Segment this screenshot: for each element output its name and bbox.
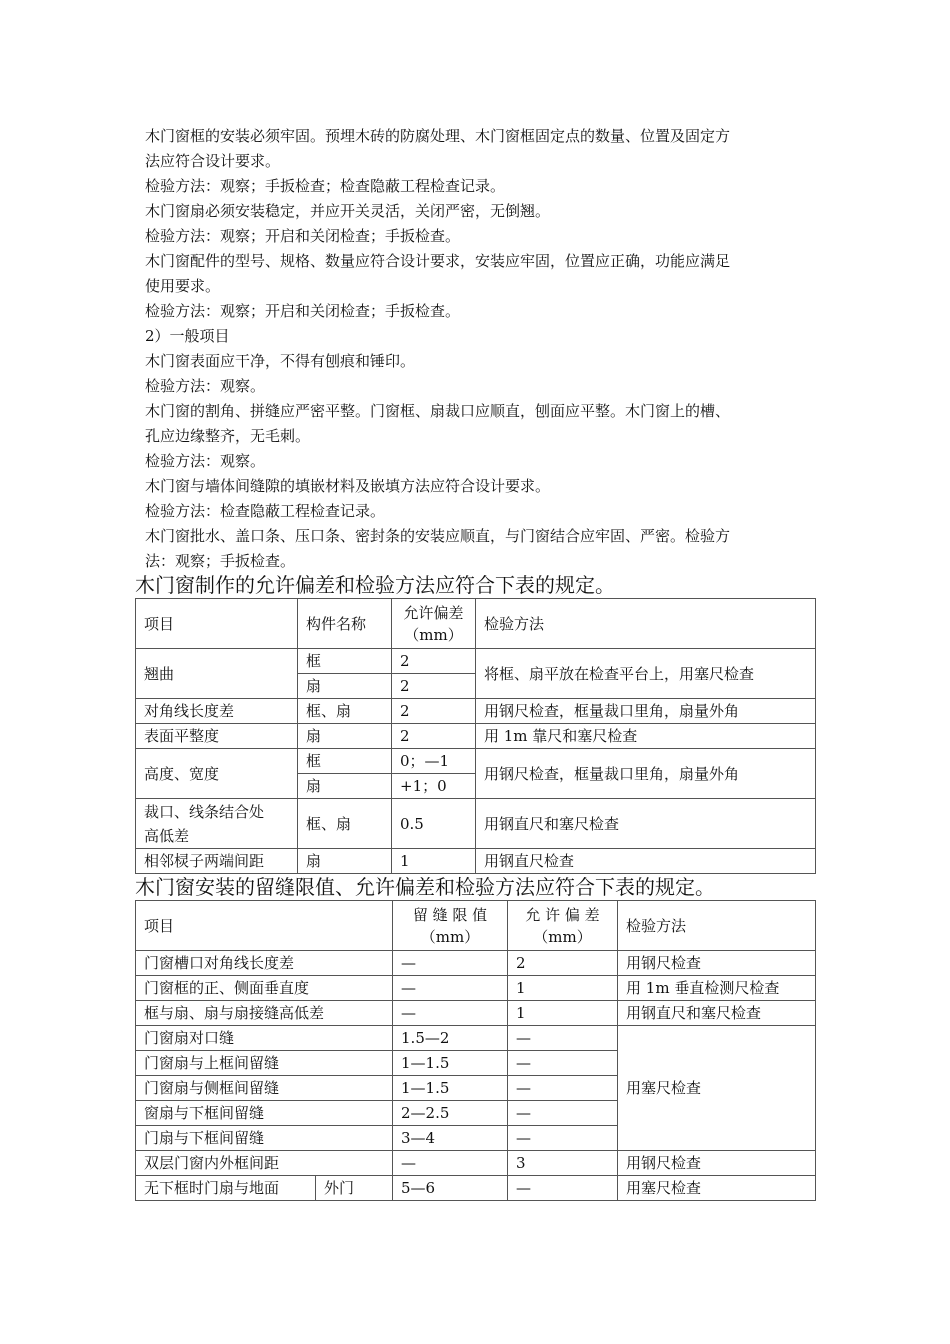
item-cell: 窗扇与下框间留缝: [136, 1101, 393, 1126]
deviation-cell: —: [508, 1051, 618, 1076]
header-cell: 检验方法: [476, 599, 816, 649]
part-cell: 框: [298, 649, 392, 674]
item-cell: 对角线长度差: [136, 699, 298, 724]
method-cell: 用 1m 靠尺和塞尺检查: [476, 724, 816, 749]
method-cell: 用钢尺检查，框量裁口里角，扇量外角: [476, 699, 816, 724]
method-cell: 用 1m 垂直检测尺检查: [618, 976, 816, 1001]
gap-cell: 5—6: [393, 1176, 508, 1201]
method-cell: 用塞尺检查: [618, 1176, 816, 1201]
table-row: [136, 1001, 816, 1026]
gap-cell: —: [393, 951, 508, 976]
value-cell: 2: [392, 649, 476, 674]
item-cell: 门窗槽口对角线长度差: [136, 951, 393, 976]
table-row: [136, 724, 816, 749]
item-cell: 门扇与下框间留缝: [136, 1126, 393, 1151]
method-cell: 用塞尺检查: [618, 1026, 816, 1151]
paragraph-line: 检验方法：观察；开启和关闭检查；手扳检查。: [145, 302, 461, 320]
table-row: [136, 699, 816, 724]
sub-item-cell: 外门: [316, 1176, 393, 1201]
table-row: [136, 976, 816, 1001]
item-text: 高低差: [144, 826, 190, 845]
item-cell: 门窗扇与侧框间留缝: [136, 1076, 393, 1101]
part-cell: 框: [298, 749, 392, 774]
method-cell: 将框、扇平放在检查平台上，用塞尺检查: [476, 649, 816, 699]
method-cell: 用钢尺检查: [618, 951, 816, 976]
header-cell: [392, 599, 476, 649]
item-cell: 表面平整度: [136, 724, 298, 749]
paragraph-line: 木门窗的割角、拼缝应严密平整。门窗框、扇裁口应顺直，刨面应平整。木门窗上的槽、: [145, 402, 731, 420]
paragraph-line: 检验方法：观察。: [145, 452, 266, 470]
part-cell: 扇: [298, 724, 392, 749]
header-cell: [393, 901, 508, 951]
table-row: [136, 1151, 816, 1176]
deviation-cell: —: [508, 1076, 618, 1101]
paragraph-line: 木门窗表面应干净，不得有刨痕和锤印。: [145, 352, 416, 370]
table-row: [136, 1176, 816, 1201]
item-cell: 门窗扇对口缝: [136, 1026, 393, 1051]
paragraph-line: 木门窗与墙体间缝隙的填嵌材料及嵌填方法应符合设计要求。: [145, 477, 551, 495]
table-row: [136, 749, 816, 774]
gap-cell: —: [393, 1001, 508, 1026]
paragraph-line: 木门窗扇必须安装稳定，并应开关灵活，关闭严密，无倒翘。: [145, 202, 551, 220]
section-subheading: 2）一般项目: [145, 327, 230, 345]
paragraph-line: 检验方法：检查隐蔽工程检查记录。: [145, 502, 386, 520]
deviation-cell: 3: [508, 1151, 618, 1176]
header-cell: 项目: [136, 901, 393, 951]
value-cell: 2: [392, 674, 476, 699]
item-cell: 翘曲: [136, 649, 298, 699]
value-cell: 1: [392, 849, 476, 874]
header-unit: （mm）: [420, 927, 480, 946]
header-text: 允 许 偏 差: [525, 905, 600, 924]
item-cell: 相邻棂子两端间距: [136, 849, 298, 874]
header-text: 留 缝 限 值: [412, 905, 488, 924]
gap-cell: 2—2.5: [393, 1101, 508, 1126]
paragraph-line: 检验方法：观察；开启和关闭检查；手扳检查。: [145, 227, 461, 245]
gap-cell: 1—1.5: [393, 1076, 508, 1101]
header-unit: （mm）: [404, 625, 463, 644]
header-unit: （mm）: [533, 927, 592, 946]
deviation-cell: —: [508, 1176, 618, 1201]
paragraph-line: 检验方法：观察；手扳检查；检查隐蔽工程检查记录。: [145, 177, 506, 195]
table-row: [136, 951, 816, 976]
table1-heading: 木门窗制作的允许偏差和检验方法应符合下表的规定。: [135, 573, 615, 597]
part-cell: 框、扇: [298, 799, 392, 849]
item-cell: 门窗扇与上框间留缝: [136, 1051, 393, 1076]
gap-cell: 1—1.5: [393, 1051, 508, 1076]
paragraph-line: 法应符合设计要求。: [145, 152, 281, 170]
method-cell: 用钢尺检查，框量裁口里角，扇量外角: [476, 749, 816, 799]
paragraph-line: 使用要求。: [145, 277, 221, 295]
item-cell: 框与扇、扇与扇接缝高低差: [136, 1001, 393, 1026]
table-header-row: [136, 901, 816, 951]
paragraph-line: 木门窗框的安装必须牢固。预埋木砖的防腐处理、木门窗框固定点的数量、位置及固定方: [145, 127, 731, 145]
paragraph-line: 木门窗配件的型号、规格、数量应符合设计要求，安装应牢固，位置应正确，功能应满足: [145, 252, 731, 270]
gap-cell: 1.5—2: [393, 1026, 508, 1051]
deviation-cell: —: [508, 1101, 618, 1126]
part-cell: 扇: [298, 674, 392, 699]
paragraph-line: 孔应边缘整齐，无毛刺。: [145, 427, 311, 445]
value-cell: 0.5: [392, 799, 476, 849]
value-cell: 0；—1: [392, 749, 476, 774]
item-cell: 门窗框的正、侧面垂直度: [136, 976, 393, 1001]
paragraph-line: 法：观察；手扳检查。: [145, 552, 296, 570]
method-cell: 用钢直尺和塞尺检查: [476, 799, 816, 849]
deviation-cell: 1: [508, 1001, 618, 1026]
item-cell: 无下框时门扇与地面: [136, 1176, 316, 1201]
table-row: [136, 1026, 816, 1051]
deviation-cell: —: [508, 1126, 618, 1151]
item-text: 裁口、线条结合处: [144, 802, 265, 821]
gap-cell: —: [393, 1151, 508, 1176]
item-cell: 高度、宽度: [136, 749, 298, 799]
table-row: [136, 849, 816, 874]
table2-heading: 木门窗安装的留缝限值、允许偏差和检验方法应符合下表的规定。: [135, 875, 715, 899]
fabrication-tolerance-table: [135, 598, 816, 874]
deviation-cell: 1: [508, 976, 618, 1001]
header-cell: [508, 901, 618, 951]
method-cell: 用钢直尺和塞尺检查: [618, 1001, 816, 1026]
header-cell: 构件名称: [298, 599, 392, 649]
gap-cell: —: [393, 976, 508, 1001]
table-row: [136, 649, 816, 674]
header-cell: 项目: [136, 599, 298, 649]
gap-cell: 3—4: [393, 1126, 508, 1151]
method-cell: 用钢直尺检查: [476, 849, 816, 874]
value-cell: +1；0: [392, 774, 476, 799]
deviation-cell: 2: [508, 951, 618, 976]
paragraph-line: 检验方法：观察。: [145, 377, 266, 395]
header-text: 允许偏差: [403, 603, 464, 622]
installation-tolerance-table: [135, 900, 816, 1201]
value-cell: 2: [392, 724, 476, 749]
value-cell: 2: [392, 699, 476, 724]
header-cell: 检验方法: [618, 901, 816, 951]
item-cell: 双层门窗内外框间距: [136, 1151, 393, 1176]
deviation-cell: —: [508, 1026, 618, 1051]
part-cell: 扇: [298, 849, 392, 874]
method-cell: 用钢尺检查: [618, 1151, 816, 1176]
item-cell: [136, 799, 298, 849]
part-cell: 框、扇: [298, 699, 392, 724]
table-row: [136, 799, 816, 849]
paragraph-line: 木门窗批水、盖口条、压口条、密封条的安装应顺直，与门窗结合应牢固、严密。检验方: [145, 527, 731, 545]
part-cell: 扇: [298, 774, 392, 799]
table-header-row: [136, 599, 816, 649]
